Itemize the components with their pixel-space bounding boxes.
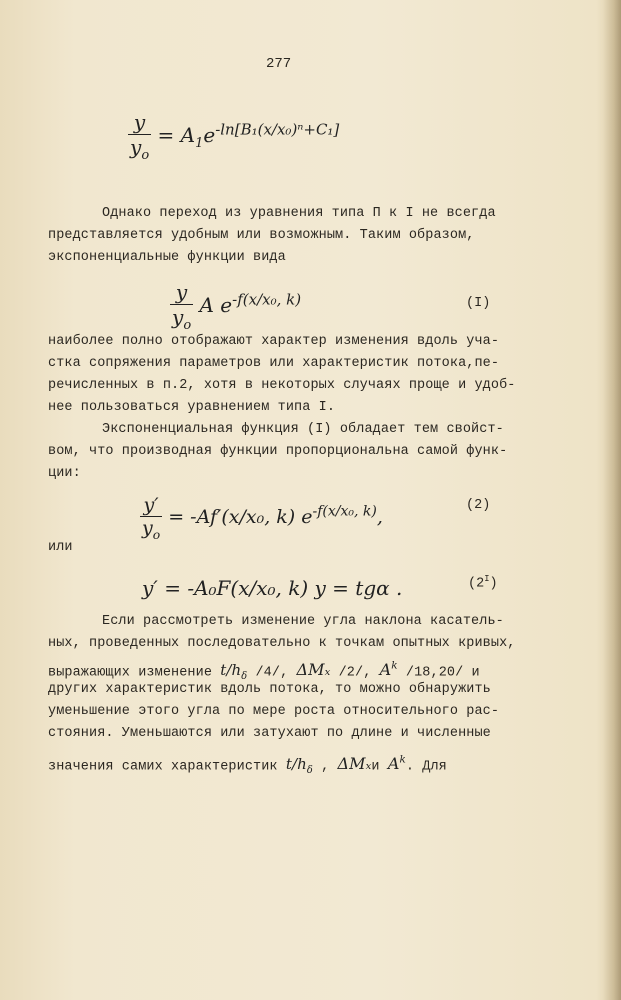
para4-line-4: других характеристик вдоль потока, то можно обнаружить bbox=[48, 682, 491, 697]
equation-2a-number: $(2^I)$ bbox=[468, 574, 498, 592]
para1-line-2: представляется удобным или возможным. Таким образом, bbox=[48, 228, 475, 243]
equation-2-number: (2) bbox=[466, 498, 491, 513]
para1-line-1: Однако переход из уравнения типа П к I не всегда bbox=[102, 206, 496, 221]
formula-top: $\frac{y}{y_o}$ = $A_1e^{-ln[B_1(x/x_0)^n+C_1]}$ bbox=[130, 110, 340, 163]
para2-line-3: речисленных в п.2, хотя в некоторых случаях проще и удоб- bbox=[48, 378, 516, 393]
page-edge-shadow bbox=[603, 0, 621, 1000]
symbol-delta-mx-2: ΔMₓ bbox=[337, 754, 372, 774]
para4-line-7: значения самих характеристик $t/h_\delta$ , ΔMₓи $A^k$. Для bbox=[48, 754, 447, 777]
symbol-a-k: $A^k$ bbox=[379, 660, 398, 680]
para4-line-5: уменьшение этого угла по мере роста относительного рас- bbox=[48, 704, 500, 719]
symbol-a-k-2: $A^k$ bbox=[387, 754, 406, 774]
para1-line-3: экспоненциальные функции вида bbox=[48, 250, 286, 265]
para3-line-3: ции: bbox=[48, 466, 81, 481]
symbol-t-over-h-2: $t/h_\delta$ bbox=[285, 755, 313, 777]
formula-top-lhs: $\frac{y}{y_o}$ bbox=[130, 110, 150, 163]
symbol-delta-mx: ΔMₓ bbox=[296, 660, 331, 680]
para3-line-1: Экспоненциальная функция (I) обладает тем свойст- bbox=[102, 422, 504, 437]
equation-1: $\frac{y}{y_o}$ A $e^{-f(x/x_0, k)}$ bbox=[172, 280, 302, 333]
para2-line-1: наиболее полно отображают характер изменения вдоль уча- bbox=[48, 334, 500, 349]
page-number: 277 bbox=[266, 56, 292, 72]
para3-line-2: вом, что производная функции пропорциональна самой функ- bbox=[48, 444, 508, 459]
formula-top-exponent: -ln[B₁(x/x₀)ⁿ+C₁] bbox=[215, 120, 340, 139]
equation-1-number: (I) bbox=[466, 296, 491, 311]
equation-2: $\frac{y'}{y_o}$ = -Af′(x/x₀, k) $e^{-f(x/x_0, k)}$, bbox=[142, 494, 383, 542]
word-or: или bbox=[48, 540, 73, 555]
para2-line-4: нее пользоваться уравнением типа I. bbox=[48, 400, 336, 415]
para2-line-2: стка сопряжения параметров или характеристик потока,пе- bbox=[48, 356, 500, 371]
para4-line-1: Если рассмотреть изменение угла наклона касатель- bbox=[102, 614, 504, 629]
para4-line-2: ных, проведенных последовательно к точкам опытных кривых, bbox=[48, 636, 516, 651]
para4-line-6: стояния. Уменьшаются или затухают по длине и численные bbox=[48, 726, 491, 741]
para4-line-3: выражающих изменение $t/h_\delta$ /4/, ΔMₓ /2/, $A^k$ /18,20/ и bbox=[48, 660, 480, 683]
equation-2a: y′ = -A₀F(x/x₀, k) y = tgα . bbox=[142, 576, 403, 600]
symbol-t-over-h: $t/h_\delta$ bbox=[220, 661, 248, 683]
